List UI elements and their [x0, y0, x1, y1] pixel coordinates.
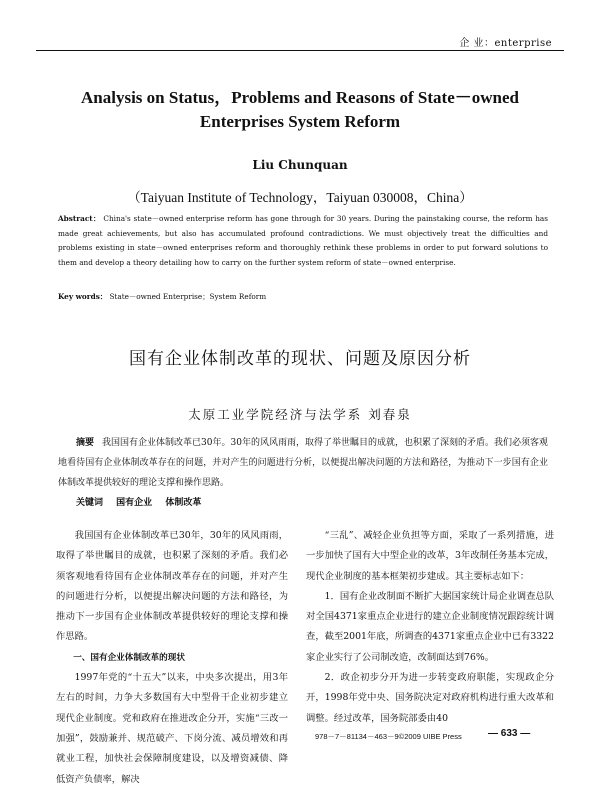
footer-isbn: 978－7－81134－463－9©2009 UIBE Press	[315, 732, 462, 741]
english-abstract	[58, 212, 548, 270]
chinese-keywords-label: 关键词	[76, 498, 104, 508]
body-paragraph: 1．国有企业改制面不断扩大据国家统计局企业调查总队对全国4371家重点企业进行的建立企业制度情况跟踪统计调查，截至2001年底，所调查的4371家重点企业中已有3322家企业实行了公司制改造，改制面达到76%。	[306, 590, 554, 663]
body-paragraph: 1997年党的“十五大”以来，中央多次提出，用3年左右的时间，力争大多数国有大中型骨干企业初步建立现代企业制度。党和政府在推进改企分开，实施“三改一加强”，鼓励兼并、规范破产、下岗分流、减员增效和再就业工程，加快社会保障制度建设，以及增资减债、降低资产负债率，解决	[56, 672, 288, 785]
body-paragraph: 2．政企初步分开为进一步转变政府职能，实现政企分开，1998年党中央、国务院决定对政府机构进行重大改革和调整。经过改革，国务院部委由40	[306, 672, 554, 724]
english-title-line-1: Analysis on Status，Problems and Reasons of State－owned	[81, 88, 519, 107]
chinese-title: 国有企业体制改革的现状、问题及原因分析	[129, 349, 471, 369]
header-rule	[36, 50, 564, 51]
chinese-abstract	[58, 433, 548, 493]
english-title	[40, 86, 560, 134]
body-paragraph: “三乱”、减轻企业负担等方面，采取了一系列措施，进一步加快了国有大中型企业的改革，3年改制任务基本完成，现代企业制度的基本框架初步建成。其主要标志如下：	[306, 530, 554, 582]
english-keywords	[58, 292, 548, 302]
english-abstract-label: Abstract：	[58, 214, 101, 223]
chinese-keywords	[76, 495, 211, 508]
chinese-abstract-label: 摘要	[76, 438, 95, 448]
english-affiliation: （Taiyuan Institute of Technology，Taiyuan 030008，China）	[127, 190, 473, 205]
chinese-author: 太原工业学院经济与法学系 刘春泉	[188, 407, 412, 422]
chinese-abstract-text: 我国国有企业体制改革已30年。30年的风风雨雨，取得了举世瞩目的成就，也积累了深刻的矛盾。我们必须客观地看待国有企业体制改革存在的问题，并对产生的问题进行分析，以便提出解决问题的方法和路径，为推动下一步国有企业体制改革提供较好的理论支撑和操作思路。	[58, 438, 548, 488]
page-number: — 633 —	[488, 728, 531, 739]
english-keywords-text: State－owned Enterprise；System Reform	[109, 292, 267, 301]
english-title-line-2: Enterprises System Reform	[199, 112, 401, 131]
english-keywords-label: Key words：	[58, 292, 108, 301]
english-author: Liu Chunquan	[252, 158, 348, 172]
journal-header: 企 业：enterprise	[459, 38, 552, 49]
body-paragraph: 我国国有企业体制改革已30年，30年的风风雨雨，取得了举世瞩目的成就，也积累了深刻的矛盾。我们必须客观地看待国有企业体制改革存在的问题，并对产生的问题进行分析，以便提出解决问题的方法和路径，为推动下一步国有企业体制改革提供较好的理论支撑和操作思路。	[56, 530, 288, 643]
chinese-keyword: 国有企业	[116, 498, 153, 508]
english-abstract-text: China's state－owned enterprise reform has gone through for 30 years. During the painstaking course, the reform has made great achievements, but also has accumulated profound contradictions. We must objectively treat the difficulties and problems existing in state－owned enterprises reform and thoroughly rethink these problems in order to put forward solutions to them and develop a theory detailing how to carry on the further system reform of state－owned enterprise.	[58, 214, 548, 267]
body-column-left	[56, 526, 288, 790]
section-heading: 一、国有企业体制改革的现状	[73, 652, 185, 663]
body-column-right	[306, 526, 554, 729]
chinese-keyword: 体制改革	[165, 498, 202, 508]
